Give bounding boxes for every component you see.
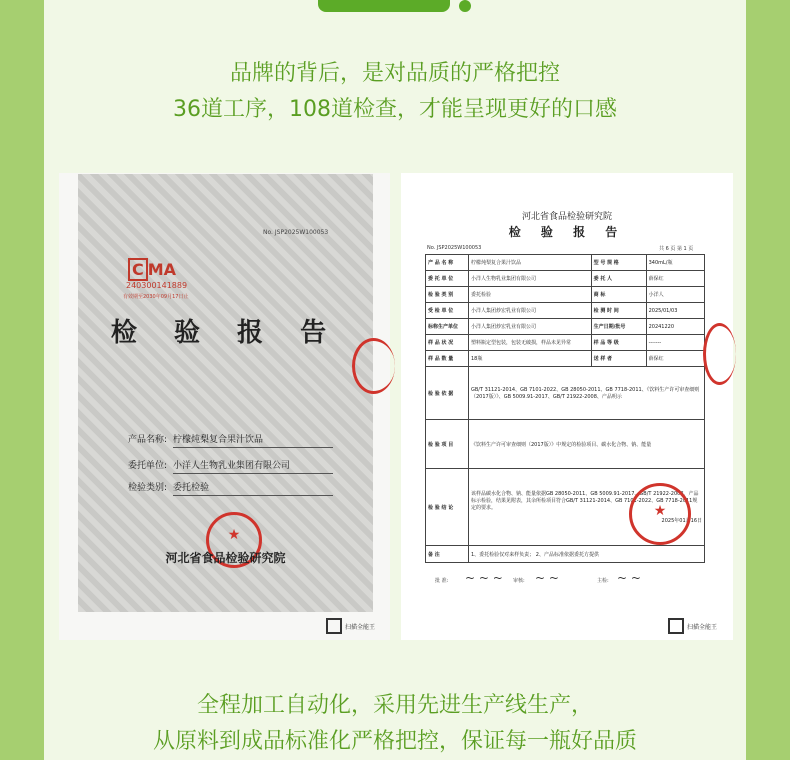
table-row: 样 品 状 况 塑料瓶定型包装，包装无破损，样品未见异常 样 品 等 级 ------- <box>426 335 705 351</box>
qr-code-icon <box>668 618 684 634</box>
approve-label: 批 准: <box>435 578 449 584</box>
report-page-count: 共 6 页 第 1 页 <box>659 246 694 252</box>
cover-product-value: 柠檬炖梨复合果汁饮品 <box>173 435 264 445</box>
table-row-remarks: 备 注 1、委托检验仅对来样负责； 2、产品标准依据委托方提供 <box>426 546 705 563</box>
table-row: 样 品 数 量 18瓶 送 样 者 薛保红 <box>426 351 705 367</box>
qr-code-icon <box>326 618 342 634</box>
table-row-conclusion: 检 验 结 论 该样品碳水化合物、钠、能量依据GB 28050-2011、GB 5009.91-2017、GB/T 21922-2008，产品标示检验，结果见附表，其余所检项目符合GB/T 31121-2014、GB 7101-2022、GB 7718-2011规定的要求。 2025年01月16日 <box>426 469 705 546</box>
report-title: 检 验 报 告 <box>508 225 626 239</box>
top-decor-dot <box>459 0 471 12</box>
approver-signature: ~ ~ ~ <box>465 571 503 585</box>
cover-client-label: 委托单位: <box>128 461 168 471</box>
main-inspector-label: 主检: <box>597 578 609 584</box>
cover-institute: 河北省食品检验研究院 <box>165 551 286 565</box>
table-row-items: 检 验 项 目 《饮料生产许可审查细则（2017版）》中规定的检验项目、碳水化合物、钠、能量 <box>426 420 705 469</box>
table-row: 标称生产单位 小洋人集团炒宏乳业有限公司 生产日期/批号 20241220 <box>426 319 705 335</box>
seal-star-icon: ★ <box>653 503 667 519</box>
cover-product-label: 产品名称: <box>128 435 168 445</box>
table-row: 受 检 单 位 小洋人集团炒宏乳业有限公司 检 测 时 间 2025/01/03 <box>426 303 705 319</box>
inspector-signature: ~ ~ <box>617 571 641 585</box>
report-cover <box>78 174 373 612</box>
cover-report-number: No. JSP2025W100053 <box>263 229 329 236</box>
cover-client-value: 小洋人生物乳业集团有限公司 <box>173 461 291 471</box>
report-institute: 河北省食品检验研究院 <box>521 212 612 222</box>
cover-category-row <box>128 480 209 493</box>
table-row-basis: 检 验 依 据 GB/T 31121-2014、GB 7101-2022、GB 28050-2011、GB 7718-2011、《饮料生产许可审查细则（2017版）》、GB 5009.91-2017、GB/T 21922-2008、产品明示 <box>426 367 705 420</box>
top-decor-bar <box>318 0 450 12</box>
issue-date: 2025年01月16日 <box>661 518 702 524</box>
official-seal-partial <box>352 338 395 394</box>
scanner-watermark: 扫描全能王 <box>345 624 376 631</box>
scanner-watermark: 扫描全能王 <box>687 624 718 631</box>
headline-line-2: 36道工序，108道检查，才能呈现更好的口感 <box>173 97 617 122</box>
divider <box>173 473 333 474</box>
cma-validity: 有效期至2030年09月17日止 <box>123 294 189 300</box>
seal-star-icon: ★ <box>227 527 241 543</box>
cover-title: 检 验 报 告 <box>110 318 341 348</box>
table-row: 检 验 类 别 委托检验 商 标 小洋人 <box>426 287 705 303</box>
report-page <box>401 173 733 640</box>
report-number: No. JSP2025W100053 <box>427 245 482 251</box>
table-row: 委 托 单 位 小洋人生物乳业集团有限公司 委 托 人 薛保红 <box>426 271 705 287</box>
conclusion-text: 该样品碳水化合物、钠、能量依据GB 28050-2011、GB 5009.91-2017、GB/T 21922-2008，产品标示检验，结果见附表，其余所检项目符合GB/T 31121-2014、GB 7101-2022、GB 7718-2011规定的要求。 <box>471 491 699 511</box>
review-label: 审核: <box>513 578 525 584</box>
footer-line-2: 从原料到成品标准化严格把控，保证每一瓶好品质 <box>152 729 637 754</box>
divider <box>173 447 333 448</box>
headline-line-1: 品牌的背后，是对品质的严格把控 <box>229 61 560 86</box>
cover-client-row <box>128 458 290 471</box>
cover-category-value: 委托检验 <box>173 483 210 493</box>
reviewer-signature: ~ ~ <box>535 571 559 585</box>
cma-logo: C MA <box>128 260 176 279</box>
cover-category-label: 检验类别: <box>128 483 168 493</box>
official-seal-partial <box>703 323 736 385</box>
table-row: 产 品 名 称 柠檬炖梨复合果汁饮品 型 号 规 格 340mL/瓶 <box>426 255 705 271</box>
footer-line-1: 全程加工自动化，采用先进生产线生产， <box>196 693 593 718</box>
cma-code: 240300141889 <box>126 281 188 290</box>
divider <box>173 495 333 496</box>
cover-product-row <box>128 432 263 445</box>
